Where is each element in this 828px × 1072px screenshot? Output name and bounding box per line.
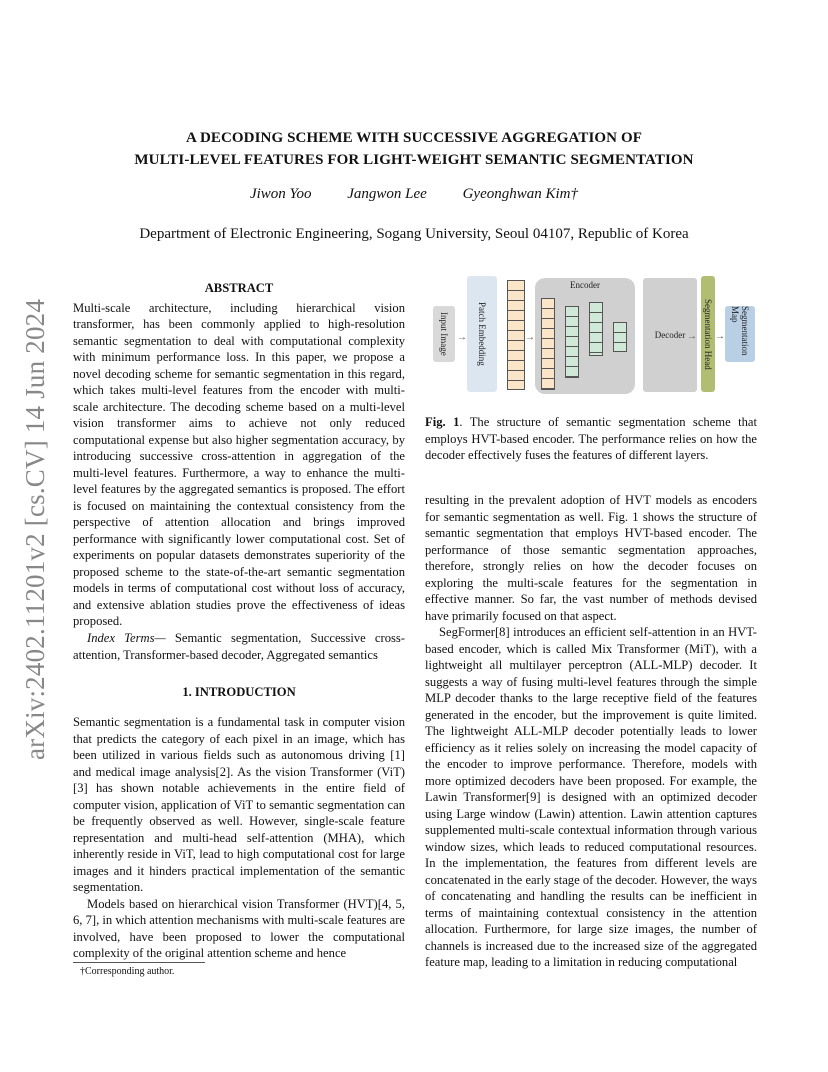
- index-terms-label: Index Terms—: [87, 631, 166, 645]
- right-column-body: [425, 492, 757, 971]
- patch-embedding-label: Patch Embedding: [477, 302, 487, 366]
- footnote-rule: [73, 962, 205, 963]
- title-line-1: A DECODING SCHEME WITH SUCCESSIVE AGGREGATION OF: [185, 130, 642, 146]
- right-paragraph-1: resulting in the prevalent adoption of HVT models as encoders for semantic segmentation as well. Fig. 1 shows the structure of semantic segmentation that employs HVT-based encoder. The performance of those semantic segmentation approaches, therefore, strongly relies on how the decoder focuses on exploring the multi-scale features for the segmentation in effective manner. So far, the vast number of methods devised have primarily focused on that aspect.: [425, 493, 757, 623]
- input-image-box: [433, 306, 455, 362]
- figure-caption: [425, 414, 757, 464]
- index-terms: [73, 630, 405, 663]
- intro-paragraph-2: Models based on hierarchical vision Transformer (HVT)[4, 5, 6, 7], in which attention mechanisms with multi-scale features are involved, have been proposed to lower the computational complexity of the original attention scheme and hence: [73, 896, 405, 960]
- authors: [0, 186, 828, 203]
- stage-2-icon: [565, 306, 579, 378]
- caption-text: . The structure of semantic segmentation scheme that employs HVT-based encoder. The performance relies on how the decoder effectively fuses the features of different layers.: [425, 415, 757, 462]
- stage-1-icon: [541, 298, 555, 390]
- seg-map-box: [725, 306, 755, 362]
- seg-head-label: Segmentation Head: [703, 298, 713, 370]
- abstract-text: Multi-scale architecture, including hierarchical vision transformer, has been commonly applied to high-resolution semantic segmentation to deal with computational complexity with minimum performance loss. In this paper, we propose a novel decoding scheme for semantic segmentation in this regard, which takes multi-level features from the encoder with multi-scale architecture. The decoding scheme based on a multi-level vision transformer aims to achieve not only reduced computational expense but also higher segmentation accuracy, by introducing successive cross-attention in aggregation of the multi-level features. Furthermore, a way to enhance the multi-level features by the aggregated semantics is proposed. The effort is focused on maintaining the contextual consistency from the perspective of attention allocation and brings improved performance with significantly lower computational cost. Set of experiments on popular datasets demonstrates superiority of the proposed scheme to the state-of-the-art semantic segmentation models in terms of computational cost without loss of accuracy, and extensive ablation studies prove the effectiveness of ideas proposed.: [73, 300, 405, 628]
- author-1: Jiwon Yoo: [249, 186, 312, 202]
- intro-heading-text: 1. INTRODUCTION: [182, 685, 296, 699]
- arrow-icon: →: [687, 331, 697, 342]
- abstract-heading: ABSTRACT: [204, 281, 274, 295]
- figure-1: [425, 276, 757, 396]
- author-3: Gyeonghwan Kim†: [462, 186, 579, 202]
- index-terms-text: Semantic segmentation, Successive cross-attention, Transformer-based decoder, Aggregated semantics: [73, 631, 405, 662]
- author-2: Jangwon Lee: [347, 186, 427, 202]
- arxiv-stamp: arXiv:2402.11201v2 [cs.CV] 14 Jun 2024: [20, 298, 50, 760]
- decoder-label: Decoder: [654, 330, 686, 340]
- stage-3-icon: [589, 302, 603, 356]
- seg-head-box: [701, 276, 715, 392]
- footnote: †Corresponding author.: [80, 966, 175, 977]
- arrow-icon: →: [457, 332, 467, 343]
- token-stack-icon: [507, 280, 525, 390]
- caption-label: Fig. 1: [425, 415, 460, 429]
- encoder-label: Encoder: [570, 280, 600, 290]
- abstract-section: [73, 280, 405, 630]
- patch-embedding-box: [467, 276, 497, 392]
- arrow-icon: →: [715, 331, 725, 342]
- seg-map-label: Segmentation Map: [730, 306, 750, 356]
- affiliation: Department of Electronic Engineering, Sogang University, Seoul 04107, Republic of Korea: [139, 226, 689, 242]
- paper-title: [0, 127, 828, 171]
- intro-body: [73, 714, 405, 962]
- intro-paragraph-1: Semantic segmentation is a fundamental task in computer vision that predicts the category of each pixel in an image, which has been utilized in various fields such as autonomous driving [1] and medical image analysis[2]. As the vision Transformer (ViT)[3] has shown notable achievements in the entire field of computer vision, application of ViT to semantic segmentation can be frequently observed as well. However, single-scale feature representation and multi-head self-attention (MHA), which inherently reside in ViT, lead to high computational cost for large images and it hinders practical implementation of the semantic segmentation.: [73, 715, 405, 894]
- input-image-label: Input Image: [439, 312, 449, 356]
- stage-4-icon: [613, 322, 627, 352]
- right-paragraph-2: SegFormer[8] introduces an efficient self-attention in an HVT-based encoder, which is called Mix Transformer (MiT), with a lightweight all multilayer perceptron (ALL-MLP) decoder. It suggests a way of fusing multi-level features through the simple MLP decoder thanks to the large receptive field of the features generated in the encoder, but the improvement is quite limited. The lightweight ALL-MLP decoder potentially leads to lower efficiency as it relies solely on increasing the model capacity of the encoder to improve performance. Therefore, models with more optimized decoders have been proposed. For example, the Lawin Transformer[9] is designed with an optimized decoder using Large window (Lawin) attention. Lawin attention captures supplemented multi-scale contextual information through various window sizes, which leads to reduced computational resources. In the implementation, the features from different levels are concatenated in the early stage of the decoder. However, the ways of concatenating and handling the results can be inefficient in terms of maintaining contextual consistency in the attention allocation. Furthermore, for large size images, the number of channels is increased due to the increased size of the aggregated feature map, leading to a limitation in reducing computational: [425, 625, 757, 969]
- title-line-2: MULTI-LEVEL FEATURES FOR LIGHT-WEIGHT SEMANTIC SEGMENTATION: [134, 152, 694, 168]
- intro-heading: [73, 684, 405, 701]
- arrow-icon: →: [525, 332, 535, 343]
